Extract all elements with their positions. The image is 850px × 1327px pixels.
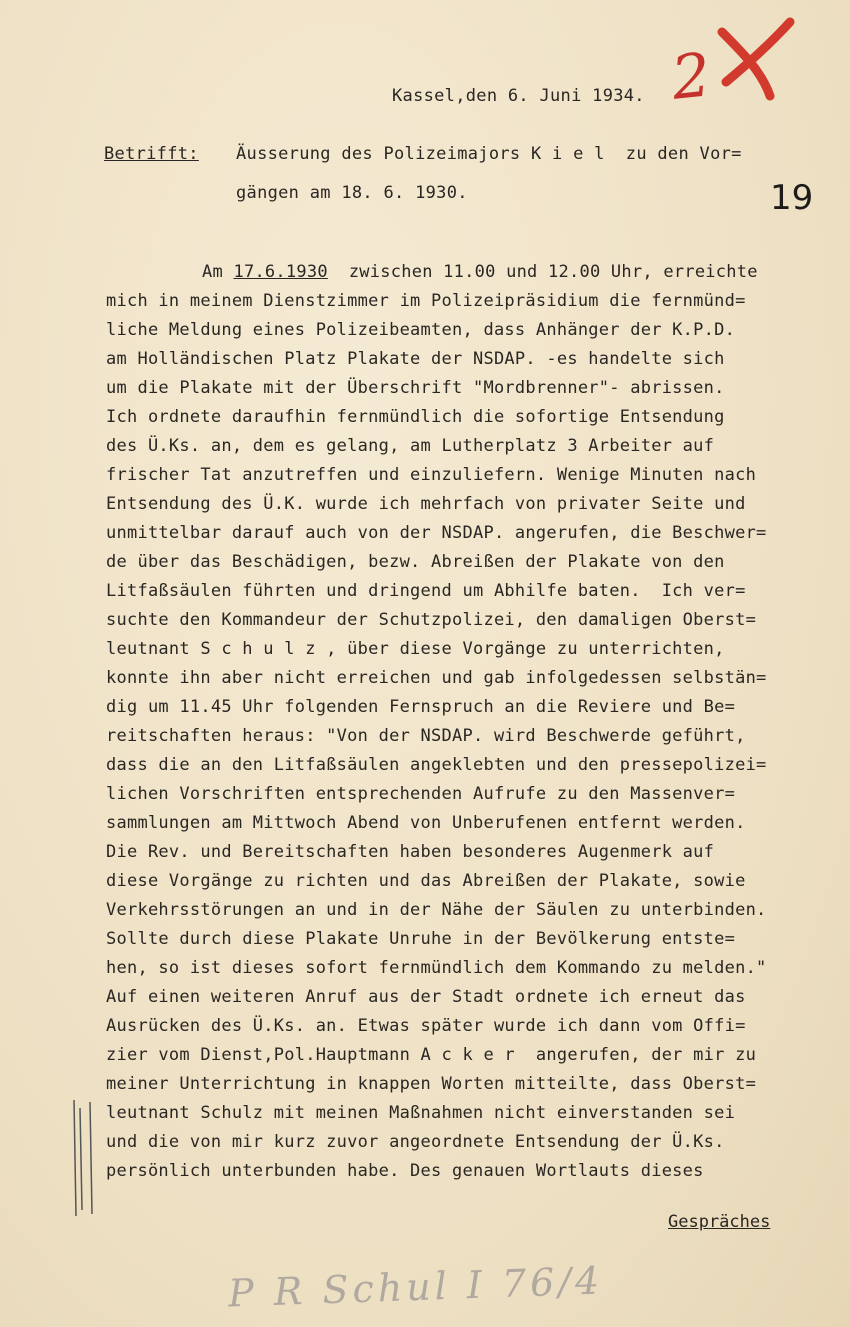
body-line: Verkehrsstörungen an und in der Nähe der Säulen zu unterbinden. xyxy=(106,900,767,920)
body-line: leutnant S c h u l z , über diese Vorgänge zu unterrichten, xyxy=(106,639,725,659)
body-line: dig um 11.45 Uhr folgenden Fernspruch an die Reviere und Be= xyxy=(106,697,736,717)
body-line: liche Meldung eines Polizeibeamten, dass Anhänger der K.P.D. xyxy=(106,320,736,340)
subject-line-1: Äusserung des Polizeimajors K i e l zu den Vor= xyxy=(236,144,742,164)
subject-line-2: gängen am 18. 6. 1930. xyxy=(236,183,468,203)
body-line: Die Rev. und Bereitschaften haben besonderes Augenmerk auf xyxy=(106,842,715,862)
underlined-date: 17.6.1930 xyxy=(233,262,328,282)
page-number: 19 xyxy=(770,178,814,218)
body-line: unmittelbar darauf auch von der NSDAP. angerufen, die Beschwer= xyxy=(106,523,767,543)
body-line: reitschaften heraus: "Von der NSDAP. wird Beschwerde geführt, xyxy=(106,726,746,746)
date-line: Kassel,den 6. Juni 1934. xyxy=(392,86,645,106)
body-line: persönlich unterbunden habe. Des genauen Wortlauts dieses xyxy=(106,1161,704,1181)
body-line: um die Plakate mit der Überschrift "Mordbrenner"- abrissen. xyxy=(106,378,725,398)
body-line: dass die an den Litfaßsäulen angeklebten und den pressepolizei= xyxy=(106,755,767,775)
body-line: des Ü.Ks. an, dem es gelang, am Lutherplatz 3 Arbeiter auf xyxy=(106,436,715,456)
body-line: Ich ordnete daraufhin fernmündlich die sofortige Entsendung xyxy=(106,407,725,427)
catchword: Gespräches xyxy=(668,1212,771,1232)
body-line: hen, so ist dieses sofort fernmündlich dem Kommando zu melden." xyxy=(106,958,767,978)
margin-pencil-mark xyxy=(68,1098,98,1218)
body-line: konnte ihn aber nicht erreichen und gab infolgedessen selbstän= xyxy=(106,668,767,688)
body-line: Entsendung des Ü.K. wurde ich mehrfach von privater Seite und xyxy=(106,494,746,514)
body-line: Auf einen weiteren Anruf aus der Stadt ordnete ich erneut das xyxy=(106,987,746,1007)
body-line: de über das Beschädigen, bezw. Abreißen der Plakate von den xyxy=(106,552,725,572)
body-line: mich in meinem Dienstzimmer im Polizeipräsidium die fernmünd= xyxy=(106,291,746,311)
body-line: Am 17.6.1930 zwischen 11.00 und 12.00 Uhr, erreichte xyxy=(202,262,758,282)
body-line: am Holländischen Platz Plakate der NSDAP. -es handelte sich xyxy=(106,349,725,369)
subject-label: Betrifft: xyxy=(104,144,199,164)
body-line: Sollte durch diese Plakate Unruhe in der Bevölkerung entste= xyxy=(106,929,736,949)
body-line: diese Vorgänge zu richten und das Abreißen der Plakate, sowie xyxy=(106,871,746,891)
body-line: meiner Unterrichtung in knappen Worten mitteilte, dass Oberst= xyxy=(106,1074,757,1094)
body-line: Ausrücken des Ü.Ks. an. Etwas später wurde ich dann vom Offi= xyxy=(106,1016,746,1036)
body-line: sammlungen am Mittwoch Abend von Unberufenen entfernt werden. xyxy=(106,813,746,833)
body-line: lichen Vorschriften entsprechenden Aufrufe zu den Massenver= xyxy=(106,784,736,804)
letter-body xyxy=(106,258,846,1186)
handwritten-mark: 2 xyxy=(668,40,714,114)
archive-stamp: P R Schul I 76/4 xyxy=(227,1258,604,1316)
body-line: frischer Tat anzutreffen und einzuliefern. Wenige Minuten nach xyxy=(106,465,757,485)
body-line: zier vom Dienst,Pol.Hauptmann A c k e r angerufen, der mir zu xyxy=(106,1045,757,1065)
red-cross-mark xyxy=(712,14,802,104)
body-line: und die von mir kurz zuvor angeordnete Entsendung der Ü.Ks. xyxy=(106,1132,725,1152)
body-line: Litfaßsäulen führten und dringend um Abhilfe baten. Ich ver= xyxy=(106,581,746,601)
body-line: suchte den Kommandeur der Schutzpolizei, den damaligen Oberst= xyxy=(106,610,757,630)
body-line: leutnant Schulz mit meinen Maßnahmen nicht einverstanden sei xyxy=(106,1103,736,1123)
